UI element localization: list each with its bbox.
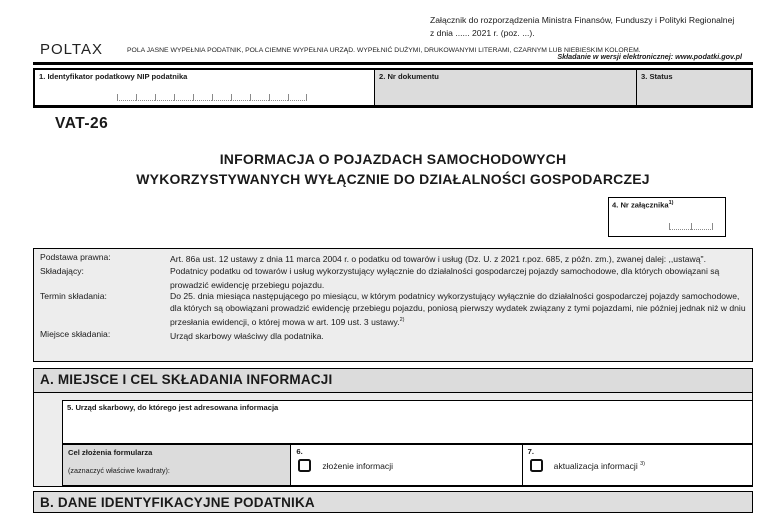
checkbox-zlozenie-informacji[interactable]: [298, 459, 311, 472]
legal-text: Urząd skarbowy właściwy dla podatnika.: [170, 330, 324, 341]
checkbox-zlozenie-label: złożenie informacji: [322, 460, 394, 471]
purpose-label-line2: (zaznaczyć właściwe kwadraty):: [68, 466, 170, 475]
legal-text: Do 25. dnia miesiąca następującego po miesiącu, w którym podatnicy wykorzystujący wyłącznie do działalności gospodarczej pojazdy samochodowe, dla których są obowiązani prowadzić ewidencję przebiegu pojazdu, poniosą pierwszy wydatek związany z tymi pojazdami, nie później jednak niż w dniu przesłania ewidencji, o której mowa w art. 109 ust. 3 ustawy.$^{2)}$: [170, 291, 746, 328]
field-1-nip-label: 1. Identyfikator podatkowy NIP podatnika: [39, 72, 188, 81]
field-2-document-number-cell: [374, 70, 636, 105]
legal-label: Termin składania:: [40, 291, 107, 302]
legal-row-miejsce: [34, 329, 752, 343]
field-4-attachment-number-label: 4. Nr załącznika$^{1)}$: [612, 200, 674, 210]
legal-label: Składający:: [40, 265, 84, 276]
field-2-document-number-label: 2. Nr dokumentu: [379, 72, 439, 81]
footnote-2-marker: 2): [399, 317, 405, 324]
purpose-row: [62, 444, 753, 486]
field-3-status-cell: [636, 70, 751, 105]
field-7-cell: [522, 445, 752, 485]
field-6-number: 6.: [296, 447, 303, 456]
purpose-label-line1: Cel złożenia formularza: [68, 448, 153, 457]
section-a-header: A. MIEJSCE I CEL SKŁADANIA INFORMACJI: [33, 368, 753, 393]
id-header-table: [33, 68, 753, 108]
form-symbol: VAT-26: [55, 115, 109, 132]
form-title-line2: WYKORZYSTYWANYCH WYŁĄCZNIE DO DZIAŁALNOŚCI GOSPODARCZEJ: [136, 171, 650, 187]
legal-text: Art. 86a ust. 12 ustawy z dnia 11 marca 2004 r. o podatku od towarów i usług (Dz. U. z 2021 r.poz. 685, z późn. zm.), zwanej dalej: ,,ustawą".: [170, 253, 706, 264]
section-b-header: B. DANE IDENTYFIKACYJNE PODATNIKA: [33, 491, 753, 513]
attachment-number-input[interactable]: [669, 223, 713, 230]
attachment-note-line1: Załącznik do rozporządzenia Ministra Finansów, Funduszy i Polityki Regionalnej: [430, 15, 735, 25]
legal-label: Miejsce składania:: [40, 329, 111, 340]
legal-text: Podatnicy podatku od towarów i usług wykorzystujący wyłącznie do działalności gospodarczej pojazdy samochodowe, dla których obowiązani są prowadzić ewidencję przebiegu pojazdu.: [170, 265, 720, 290]
form-title: [33, 149, 753, 189]
header-divider: [33, 62, 753, 65]
form-title-line1: INFORMACJA O POJAZDACH SAMOCHODOWYCH: [219, 151, 567, 167]
checkbox-aktualizacja-informacji[interactable]: [530, 459, 543, 472]
attachment-note-line2: z dnia ...... 2021 r. (poz. ...).: [430, 27, 535, 38]
field-4-attachment-number-box: [608, 197, 726, 237]
field-3-status-label: 3. Status: [641, 72, 673, 81]
section-a-body: [33, 393, 753, 487]
legal-row-podstawa: [34, 252, 752, 266]
footnote-3-marker: 3): [640, 460, 646, 467]
legal-label: Podstawa prawna:: [40, 252, 111, 262]
fill-instructions: POLA JASNE WYPEŁNIA PODATNIK, POLA CIEMNE WYPEŁNIA URZĄD. WYPEŁNIĆ DUŻYMI, DRUKOWANYMI LITERAMI, CZARNYM LUB NIEBIESKIM KOLOREM.: [127, 47, 641, 54]
poltax-logo: POLTAX: [40, 41, 103, 58]
checkbox-aktualizacja-label: aktualizacja informacji $^{3)}$: [553, 460, 646, 471]
field-1-nip-cell: [35, 70, 374, 105]
field-5-tax-office-input[interactable]: [62, 400, 753, 444]
nip-input[interactable]: [117, 94, 307, 101]
efiling-note: Składanie w wersji elektronicznej: www.podatki.gov.pl: [557, 52, 742, 61]
purpose-label-cell: [63, 445, 291, 485]
legal-row-skladajacy: [34, 266, 752, 292]
field-6-cell: [291, 445, 521, 485]
field-7-number: 7.: [527, 447, 535, 456]
field-5-tax-office-label: 5. Urząd skarbowy, do którego jest adresowana informacja: [67, 403, 279, 412]
attachment-regulation-note: [430, 14, 760, 39]
legal-row-termin: [34, 291, 752, 329]
legal-info-box: [33, 248, 753, 362]
footnote-1-marker: 1): [668, 200, 674, 206]
